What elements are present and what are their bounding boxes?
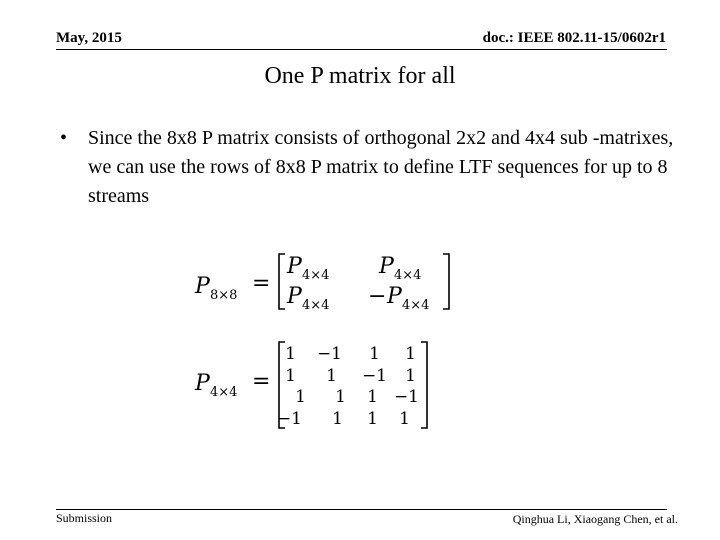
- matrix-cell: 1: [295, 387, 306, 407]
- footer-submission: Submission: [56, 511, 113, 525]
- matrix-cell: 1: [405, 366, 416, 386]
- matrix-cell: 1: [285, 366, 296, 386]
- eq1-cell: P: [387, 284, 402, 309]
- equation-p8x8: [194, 254, 449, 313]
- eq1-minus: −: [368, 284, 387, 309]
- eq1-right-bracket: [443, 254, 449, 309]
- eq1-cell-sub: 4×4: [402, 298, 430, 313]
- footer-rule: [56, 509, 667, 510]
- equation-p4x4: [194, 342, 427, 429]
- matrix-cell: 1: [369, 344, 380, 364]
- matrix-cell: 1: [367, 409, 378, 429]
- eq1-cell: P: [379, 254, 394, 279]
- eq2-equals: =: [252, 369, 271, 394]
- bullet-icon: •: [60, 127, 68, 149]
- matrix-cell: −1: [361, 366, 387, 386]
- eq1-cell-sub: 4×4: [302, 298, 330, 313]
- matrix-cell: −1: [393, 387, 419, 407]
- eq1-equals: =: [252, 271, 271, 296]
- matrix-cell: 1: [335, 387, 346, 407]
- matrix-cell: 1: [332, 409, 343, 429]
- eq2-lhs-sub: 4×4: [210, 385, 238, 400]
- header-date: May, 2015: [56, 30, 122, 46]
- matrix-cell: 1: [285, 344, 296, 364]
- eq1-cell: P: [287, 284, 302, 309]
- eq1-lhs-sub: 8×8: [210, 288, 238, 303]
- eq2-right-bracket: [421, 342, 427, 428]
- footer-authors: Qinghua Li, Xiaogang Chen, et al.: [512, 512, 678, 526]
- matrix-cell: 1: [405, 344, 416, 364]
- matrix-cell: 1: [326, 366, 337, 386]
- eq2-lhs: P: [195, 371, 210, 396]
- eq1-left-bracket: [279, 254, 285, 309]
- matrix-cell: −1: [276, 409, 302, 429]
- bullet-text: Since the 8x8 P matrix consists of orthogonal 2x2 and 4x4 sub -matrixes, we can use the rows of 8x8 P matrix to define LTF sequences for up to 8 streams: [88, 127, 674, 207]
- eq1-cell-sub: 4×4: [394, 268, 422, 283]
- header-doc-id: doc.: IEEE 802.11-15/0602r1: [482, 30, 666, 46]
- eq1-lhs: P: [195, 274, 210, 299]
- matrix-cell: 1: [399, 409, 410, 429]
- eq1-cell-sub: 4×4: [302, 268, 330, 283]
- matrix-cell: −1: [316, 344, 342, 364]
- matrix-cell: 1: [367, 387, 378, 407]
- slide-title: One P matrix for all: [264, 63, 456, 89]
- eq1-cell: P: [287, 254, 302, 279]
